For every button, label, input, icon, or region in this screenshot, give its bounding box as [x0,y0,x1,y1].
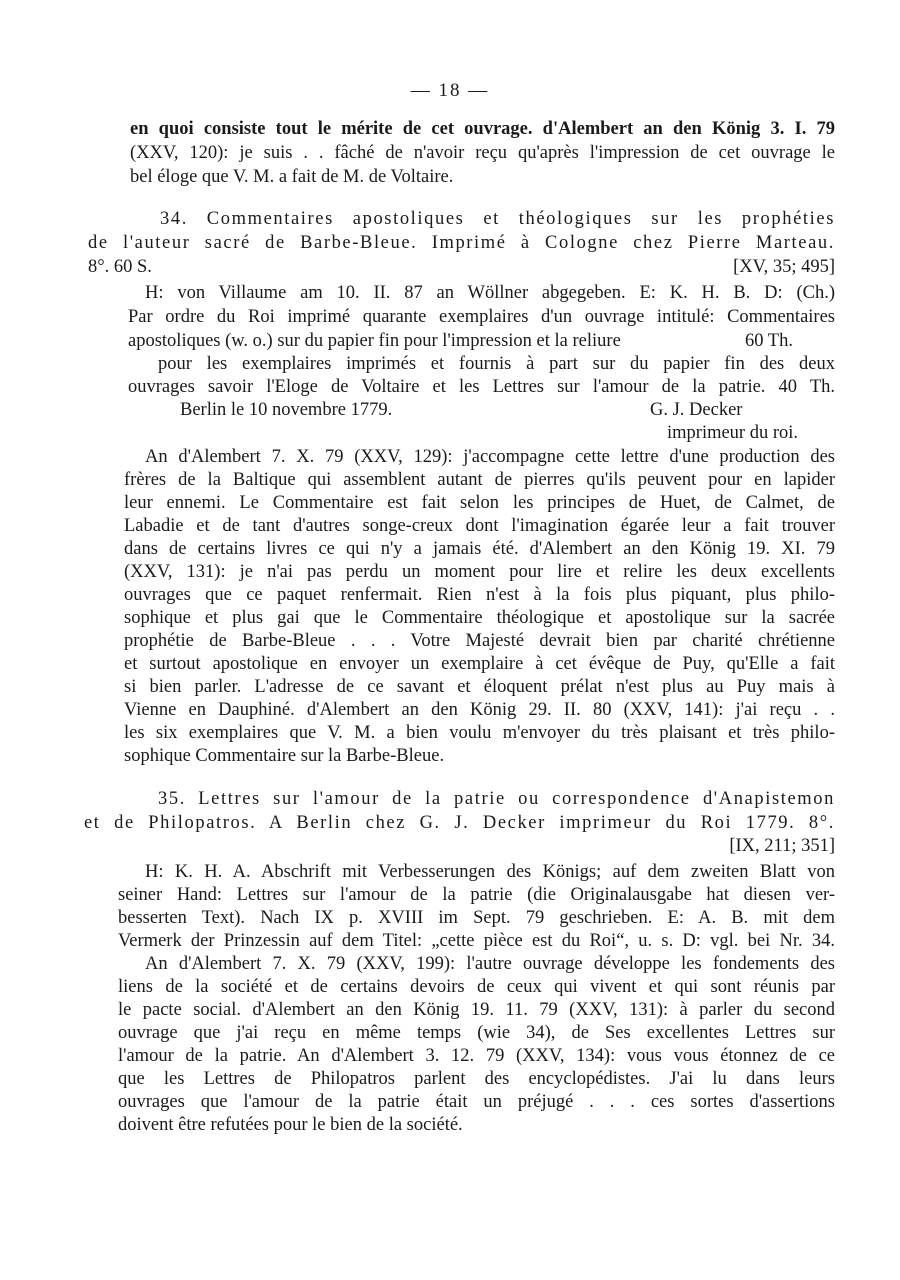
text-line: liens de la société et de certains devoirs de ceux qui vivent et qui sont réunis par [118,977,835,997]
entry-34-format: 8°. 60 S. [88,257,152,277]
text-line: Berlin le 10 novembre 1779. [180,400,393,420]
entry-34-title: de l'auteur sacré de Barbe-Bleue. Imprimé à Cologne chez Pierre Marteau. [88,233,835,253]
text-line: sophique Commentaire sur la Barbe-Bleue. [124,746,445,766]
entry-35-title: et de Philopatros. A Berlin chez G. J. Decker imprimeur du Roi 1779. 8°. [84,813,835,833]
text-line: en quoi consiste tout le mérite de cet ouvrage. d'Alembert an den König 3. I. 79 [130,119,835,139]
text-line: doivent être refutées pour le bien de la société. [118,1115,463,1135]
entry-34-title: 34. Commentaires apostoliques et théologiques sur les prophéties [160,209,835,229]
text-line: Vermerk der Prinzessin auf dem Titel: „cette pièce est du Roi“, u. s. D: vgl. bei Nr. 34. [118,931,835,951]
text-line: bel éloge que V. M. a fait de M. de Voltaire. [130,167,454,187]
text-line: ouvrages que l'amour de la patrie était un préjugé . . . ces sortes d'assertions [118,1092,835,1112]
entry-34-reference: [XV, 35; 495] [733,257,835,277]
text-line: frères de la Baltique qui assemblent autant de pierres qu'ils peuvent pour en lapider [124,470,835,490]
entry-35-reference: [IX, 211; 351] [729,836,835,856]
signature-name: G. J. Decker [650,400,743,420]
text-line: les six exemplaires que V. M. a bien voulu m'envoyer du très plaisant et très philo- [124,723,835,743]
price: 60 Th. [745,331,793,351]
text-line: (XXV, 131): je n'ai pas perdu un moment pour lire et relire les deux excellents [124,562,835,582]
entry-35-title: 35. Lettres sur l'amour de la patrie ou correspondence d'Anapistemon [158,789,835,809]
text-line: H: K. H. A. Abschrift mit Verbesserungen des Königs; auf dem zweiten Blatt von [145,862,835,882]
text-line: seiner Hand: Lettres sur l'amour de la patrie (die Originalausgabe hat diesen ver- [118,885,835,905]
text-line: Par ordre du Roi imprimé quarante exemplaires d'un ouvrage intitulé: Commentaires [128,307,835,327]
text-line: ouvrage que j'ai reçu en même temps (wie 34), de Ses excellentes Lettres sur [118,1023,835,1043]
text-line: besserten Text). Nach IX p. XVIII im Sept. 79 geschrieben. E: A. B. mit dem [118,908,835,928]
text-line: ouvrages savoir l'Eloge de Voltaire et les Lettres sur l'amour de la patrie. 40 Th. [128,377,835,397]
text-line: l'amour de la patrie. An d'Alembert 3. 12. 79 (XXV, 134): vous vous étonnez de ce [118,1046,835,1066]
text-line: (XXV, 120): je suis . . fâché de n'avoir reçu qu'après l'impression de cet ouvrage le [130,143,835,163]
signature-title: imprimeur du roi. [667,423,799,443]
text-line: An d'Alembert 7. X. 79 (XXV, 129): j'accompagne cette lettre d'une production des [145,447,835,467]
page-number: — 18 — [410,80,490,101]
text-line: An d'Alembert 7. X. 79 (XXV, 199): l'autre ouvrage développe les fondements des [145,954,835,974]
text-line: ouvrages que ce paquet renfermait. Rien n'est à la fois plus piquant, plus philo- [124,585,835,605]
text-line: pour les exemplaires imprimés et fournis à part sur du papier fin des deux [158,354,835,374]
text-line: si bien parler. L'adresse de ce savant et éloquent prélat n'est plus au Puy mais à [124,677,835,697]
text-line: dans de certains livres ce qui n'y a jamais été. d'Alembert an den König 19. XI. 79 [124,539,835,559]
text-line: et surtout apostolique en envoyer un exemplaire à cet évêque de Puy, qu'Elle a fait [124,654,835,674]
text-line: apostoliques (w. o.) sur du papier fin pour l'impression et la reliure [128,331,621,351]
text-line: leur ennemi. Le Commentaire est fait selon les principes de Huet, de Calmet, de [124,493,835,513]
text-line: le pacte social. d'Alembert an den König 19. 11. 79 (XXV, 131): à parler du second [118,1000,835,1020]
text-line: sophique et plus gai que le Commentaire théologique et apostolique sur la sacrée [124,608,835,628]
text-line: H: von Villaume am 10. II. 87 an Wöllner abgegeben. E: K. H. B. D: (Ch.) [145,283,835,303]
text-line: Vienne en Dauphiné. d'Alembert an den König 29. II. 80 (XXV, 141): j'ai reçu . . [124,700,835,720]
text-line: Labadie et de tant d'autres songe-creux dont l'imagination égarée leur a fait trouver [124,516,835,536]
text-line: que les Lettres de Philopatros parlent des encyclopédistes. J'ai lu dans leurs [118,1069,835,1089]
text-line: prophétie de Barbe-Bleue . . . Votre Majesté devrait bien par charité chrétienne [124,631,835,651]
